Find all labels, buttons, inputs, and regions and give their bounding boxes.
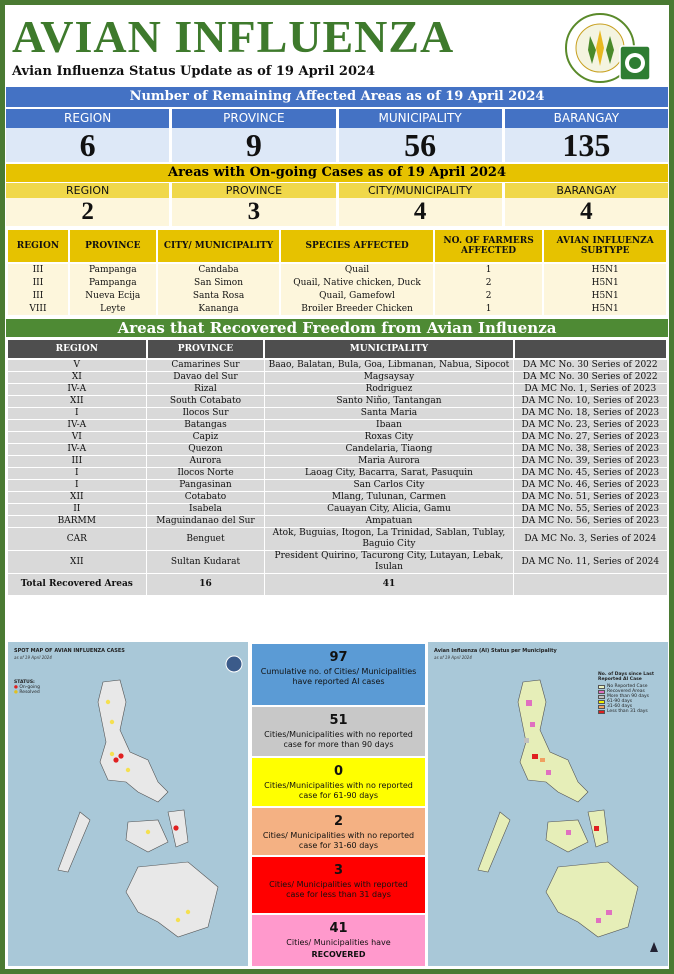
table-cell: Rodriguez (264, 384, 513, 396)
affected-areas-title: Number of Remaining Affected Areas as of 19 April 2024 (6, 87, 668, 107)
table-cell: Quail (280, 263, 433, 276)
spot-map (8, 642, 248, 966)
legend-label: Recovered Areas (607, 689, 645, 694)
stat-description: Cities/ Municipalities with no reported case for 31-60 days (262, 831, 415, 850)
table-cell: DA MC No. 3, Series of 2024 (514, 528, 667, 551)
status-per-municipality-map (428, 642, 668, 966)
stat-box (252, 808, 425, 855)
table-cell: VI (7, 432, 147, 444)
legend-title: No. of Days since Last Reported AI Case (598, 672, 655, 682)
table-cell: Quezon (147, 444, 265, 456)
ongoing-value-province: 3 (172, 198, 335, 226)
table-cell: XII (7, 492, 147, 504)
table-cell: DA MC No. 1, Series of 2023 (514, 384, 667, 396)
table-cell: Rizal (147, 384, 265, 396)
spot-map-title: SPOT MAP OF AVIAN INFLUENZA CASES (14, 648, 125, 654)
table-cell: Pampanga (69, 263, 157, 276)
table-cell: CAR (7, 528, 147, 551)
total-municipalities: 41 (264, 574, 513, 596)
table-cell: Laoag City, Bacarra, Sarat, Pasuquin (264, 468, 513, 480)
legend-item-ongoing: ● On-going (14, 685, 40, 690)
ongoing-cases-title: Areas with On-going Cases as of 19 April 2024 (6, 164, 668, 182)
table-cell: Benguet (147, 528, 265, 551)
table-cell: 1 (434, 263, 544, 276)
stat-box (252, 915, 425, 966)
table-header-row (7, 229, 667, 263)
stat-box (252, 857, 425, 913)
table-row (7, 504, 667, 516)
total-label: Total Recovered Areas (7, 574, 147, 596)
table-cell: Aurora (147, 456, 265, 468)
table-row (7, 396, 667, 408)
ongoing-cases-table (6, 228, 668, 315)
table-cell: BARMM (7, 516, 147, 528)
table-cell: XI (7, 372, 147, 384)
legend-label: On-going (19, 685, 40, 690)
ongoing-case-marker (118, 753, 123, 758)
legend-swatch (598, 710, 605, 714)
table-cell: President Quirino, Tacurong City, Lutayan, Lebak, Isulan (264, 551, 513, 574)
legend-title: STATUS: (14, 680, 35, 685)
table-cell: 1 (434, 302, 544, 315)
ongoing-case-marker (173, 825, 178, 830)
more-than-90-days-area (524, 738, 529, 743)
table-cell: III (7, 289, 69, 302)
table-cell: II (7, 504, 147, 516)
table-cell: Candaba (157, 263, 281, 276)
stat-description: Cities/ Municipalities have (286, 938, 391, 947)
affected-label-region: REGION (6, 109, 169, 128)
stat-number: 97 (329, 650, 348, 665)
status-map-title: Avian Influenza (AI) Status per Municipality (434, 648, 557, 654)
table-cell: Maguindanao del Sur (147, 516, 265, 528)
table-cell: San Carlos City (264, 480, 513, 492)
resolved-case-marker (146, 830, 150, 834)
column-header: NO. OF FARMERS AFFECTED (434, 229, 544, 263)
legend-item-resolved: ● Resolved (14, 690, 40, 695)
table-cell: Quail, Native chicken, Duck (280, 276, 433, 289)
stat-description: Cities/ Municipalities with reported case for less than 31 days (269, 880, 408, 899)
stat-description: Cumulative no. of Cities/ Municipalities have reported AI cases (260, 667, 417, 686)
affected-value-province: 9 (172, 128, 335, 162)
table-row (7, 456, 667, 468)
page-subtitle: Avian Influenza Status Update as of 19 April 2024 (12, 64, 376, 79)
table-cell: Nueva Ecija (69, 289, 157, 302)
table-row (7, 480, 667, 492)
table-cell: Kananga (157, 302, 281, 315)
ongoing-case-marker (113, 757, 118, 762)
table-cell: Broiler Breeder Chicken (280, 302, 433, 315)
stat-description: Cities/Municipalities with no reported case for more than 90 days (264, 730, 413, 749)
legend-swatch (598, 695, 605, 699)
table-cell: Roxas City (264, 432, 513, 444)
table-row (7, 551, 667, 574)
north-arrow-icon (650, 942, 658, 952)
compass-icon (226, 656, 242, 672)
total-blank (514, 574, 667, 596)
column-header: AVIAN INFLUENZA SUBTYPE (543, 229, 667, 263)
table-cell: III (7, 276, 69, 289)
table-cell: IV-A (7, 420, 147, 432)
31-60-days-area (540, 758, 545, 762)
table-cell: Candelaria, Tiaong (264, 444, 513, 456)
table-row (7, 408, 667, 420)
stat-number: 51 (329, 713, 348, 728)
table-cell: H5N1 (543, 289, 667, 302)
department-of-agriculture-logo (560, 8, 660, 88)
legend-label: Resolved (19, 690, 40, 695)
column-header: PROVINCE (147, 339, 265, 359)
recovered-area (526, 700, 532, 706)
spot-map-legend (14, 680, 40, 695)
resolved-case-marker (110, 752, 114, 756)
table-cell: Maria Aurora (264, 456, 513, 468)
table-cell: DA MC No. 27, Series of 2023 (514, 432, 667, 444)
table-row (7, 384, 667, 396)
table-row (7, 516, 667, 528)
status-map-subtitle: as of 19 April 2024 (434, 655, 472, 660)
table-cell: XII (7, 396, 147, 408)
ongoing-label-province: PROVINCE (172, 183, 335, 198)
table-cell: Davao del Sur (147, 372, 265, 384)
recovered-areas-table (6, 338, 668, 596)
affected-value-municipality: 56 (339, 128, 502, 162)
table-cell: I (7, 408, 147, 420)
recovered-area (530, 722, 535, 727)
table-row (7, 444, 667, 456)
table-cell: I (7, 468, 147, 480)
table-cell: DA MC No. 39, Series of 2023 (514, 456, 667, 468)
ongoing-label-barangay: BARANGAY (505, 183, 668, 198)
table-cell: Ilocos Sur (147, 408, 265, 420)
table-cell: DA MC No. 51, Series of 2023 (514, 492, 667, 504)
ongoing-label-city: CITY/MUNICIPALITY (339, 183, 502, 198)
table-cell: Magsaysay (264, 372, 513, 384)
affected-label-barangay: BARANGAY (505, 109, 668, 128)
recovered-area (596, 918, 601, 923)
affected-labels (6, 109, 668, 128)
legend-swatch (598, 700, 605, 704)
table-row (7, 302, 667, 315)
legend-label: Less than 31 days (607, 709, 648, 714)
table-cell: Ilocos Norte (147, 468, 265, 480)
legend-swatch (598, 705, 605, 709)
legend-label: No Reported Case (607, 684, 648, 689)
table-row (7, 359, 667, 372)
legend-label: More than 90 days (607, 694, 650, 699)
table-cell: Capiz (147, 432, 265, 444)
resolved-case-marker (106, 700, 110, 704)
table-cell: Cauayan City, Alicia, Gamu (264, 504, 513, 516)
column-header: REGION (7, 229, 69, 263)
table-cell: DA MC No. 11, Series of 2024 (514, 551, 667, 574)
legend-swatch (598, 685, 605, 689)
ongoing-value-region: 2 (6, 198, 169, 226)
table-cell: DA MC No. 46, Series of 2023 (514, 480, 667, 492)
stat-description-emphasis: RECOVERED (311, 950, 366, 959)
table-cell: III (7, 456, 147, 468)
column-header: CITY/ MUNICIPALITY (157, 229, 281, 263)
table-cell: Pampanga (69, 276, 157, 289)
stat-number: 0 (333, 764, 344, 779)
total-row (7, 574, 667, 596)
table-cell: DA MC No. 45, Series of 2023 (514, 468, 667, 480)
page-title: AVIAN INFLUENZA (12, 11, 455, 62)
table-cell: Sultan Kudarat (147, 551, 265, 574)
table-row (7, 432, 667, 444)
column-header: PROVINCE (69, 229, 157, 263)
table-cell: DA MC No. 30 Series of 2022 (514, 372, 667, 384)
stat-number: 41 (329, 921, 348, 936)
table-cell: 2 (434, 276, 544, 289)
table-cell: DA MC No. 38, Series of 2023 (514, 444, 667, 456)
table-cell: Santa Maria (264, 408, 513, 420)
table-cell: DA MC No. 30 Series of 2022 (514, 359, 667, 372)
table-cell: Santo Niño, Tantangan (264, 396, 513, 408)
table-cell: V (7, 359, 147, 372)
affected-values (6, 128, 668, 162)
less-than-31-days-area (532, 754, 538, 759)
ongoing-labels (6, 183, 668, 198)
table-row (7, 289, 667, 302)
ongoing-value-city: 4 (339, 198, 502, 226)
legend-label: 61-90 days (607, 699, 633, 704)
table-cell: Atok, Buguias, Itogon, La Trinidad, Sablan, Tublay, Baguio City (264, 528, 513, 551)
stat-box (252, 644, 425, 705)
table-cell: Batangas (147, 420, 265, 432)
table-cell: Mlang, Tulunan, Carmen (264, 492, 513, 504)
column-header: SPECIES AFFECTED (280, 229, 433, 263)
table-cell: DA MC No. 18, Series of 2023 (514, 408, 667, 420)
table-row (7, 492, 667, 504)
stat-description: Cities/Municipalities with no reported case for 61-90 days (264, 781, 413, 800)
affected-value-region: 6 (6, 128, 169, 162)
table-row (7, 276, 667, 289)
table-cell: Isabela (147, 504, 265, 516)
table-cell: DA MC No. 10, Series of 2023 (514, 396, 667, 408)
table-cell: San Simon (157, 276, 281, 289)
affected-value-barangay: 135 (505, 128, 668, 162)
column-header (514, 339, 667, 359)
legend-label: 31-60 days (607, 704, 633, 709)
table-row (7, 263, 667, 276)
ongoing-label-region: REGION (6, 183, 169, 198)
status-map-legend (598, 672, 664, 714)
table-cell: IV-A (7, 384, 147, 396)
resolved-case-marker (126, 768, 130, 772)
table-cell: IV-A (7, 444, 147, 456)
recovered-area (546, 770, 551, 775)
spot-map-subtitle: as of 19 April 2024 (14, 655, 52, 660)
table-cell: H5N1 (543, 263, 667, 276)
table-row (7, 468, 667, 480)
table-cell: Pangasinan (147, 480, 265, 492)
table-row (7, 420, 667, 432)
table-cell: I (7, 480, 147, 492)
table-cell: DA MC No. 55, Series of 2023 (514, 504, 667, 516)
less-than-31-days-area (594, 826, 599, 831)
total-provinces: 16 (147, 574, 265, 596)
ongoing-values (6, 198, 668, 226)
affected-label-province: PROVINCE (172, 109, 335, 128)
table-cell: DA MC No. 23, Series of 2023 (514, 420, 667, 432)
recovered-area (606, 910, 612, 915)
table-header-row (7, 339, 667, 359)
table-cell: H5N1 (543, 276, 667, 289)
recovered-area (566, 830, 571, 835)
table-row (7, 528, 667, 551)
table-cell: Camarines Sur (147, 359, 265, 372)
table-cell: South Cotabato (147, 396, 265, 408)
table-cell: H5N1 (543, 302, 667, 315)
table-cell: Leyte (69, 302, 157, 315)
table-cell: Baao, Balatan, Bula, Goa, Libmanan, Nabua, Sipocot (264, 359, 513, 372)
table-cell: 2 (434, 289, 544, 302)
table-cell: Ibaan (264, 420, 513, 432)
ongoing-value-barangay: 4 (505, 198, 668, 226)
resolved-case-marker (186, 910, 190, 914)
stat-number: 2 (333, 814, 344, 829)
legend-swatch (598, 690, 605, 694)
recovered-areas-title: Areas that Recovered Freedom from Avian Influenza (6, 319, 668, 337)
stat-box (252, 758, 425, 806)
resolved-case-marker (110, 720, 114, 724)
legend-item (598, 709, 664, 714)
table-cell: Cotabato (147, 492, 265, 504)
affected-label-municipality: MUNICIPALITY (339, 109, 502, 128)
header (12, 12, 454, 79)
column-header: REGION (7, 339, 147, 359)
table-cell: Ampatuan (264, 516, 513, 528)
table-row (7, 372, 667, 384)
table-cell: Santa Rosa (157, 289, 281, 302)
table-cell: Quail, Gamefowl (280, 289, 433, 302)
column-header: MUNICIPALITY (264, 339, 513, 359)
stat-number: 3 (333, 863, 344, 878)
resolved-case-marker (176, 918, 180, 922)
table-cell: VIII (7, 302, 69, 315)
table-cell: XII (7, 551, 147, 574)
philippines-map-shape (8, 642, 248, 966)
table-cell: DA MC No. 56, Series of 2023 (514, 516, 667, 528)
stat-box (252, 707, 425, 756)
table-cell: III (7, 263, 69, 276)
